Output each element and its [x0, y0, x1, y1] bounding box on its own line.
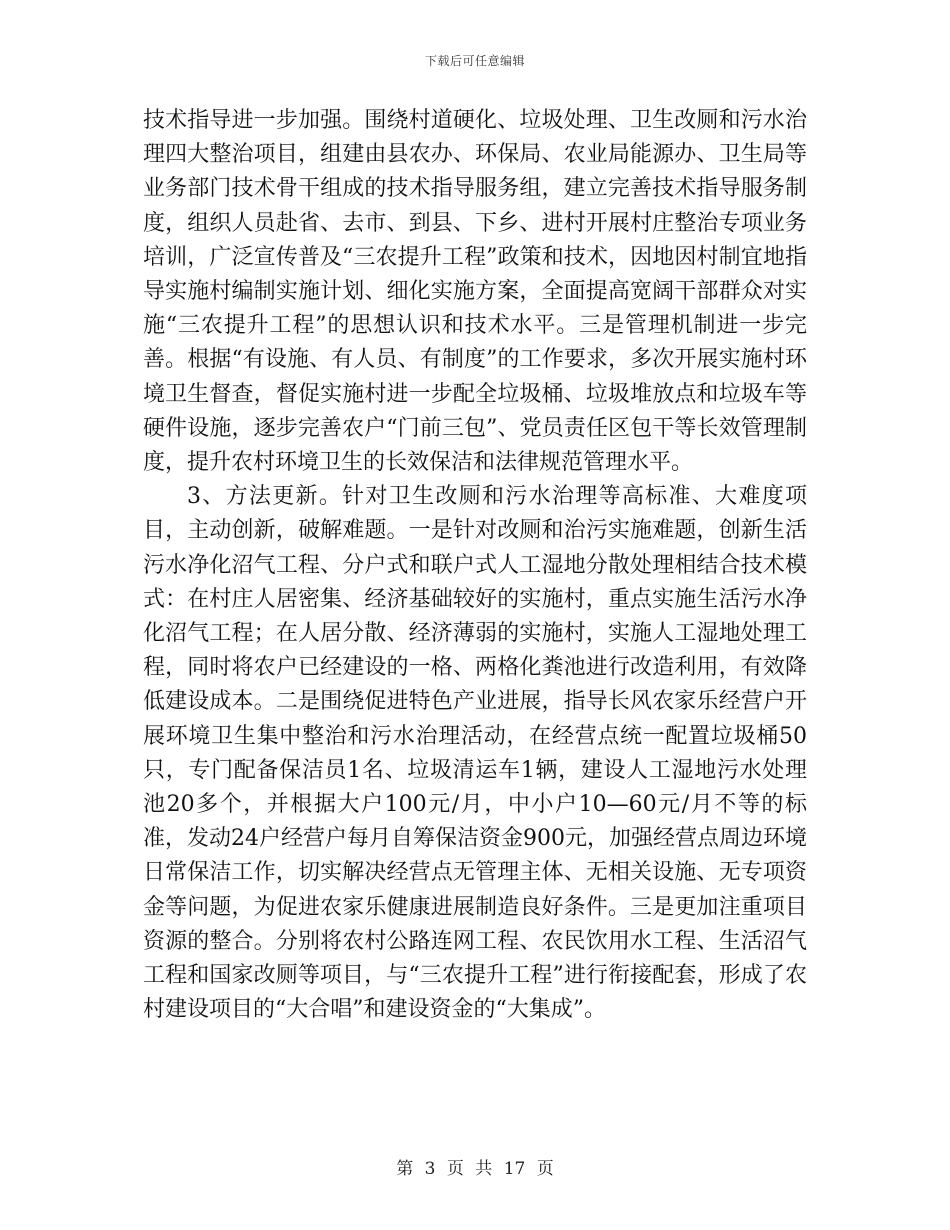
- document-body: [143, 104, 807, 1027]
- body-paragraph: 技术指导进一步加强。围绕村道硬化、垃圾处理、卫生改厕和污水治理四大整治项目，组建由县农办、环保局、农业局能源办、卫生局等业务部门技术骨干组成的技术指导服务组，建立完善技术指导服务制度，组织人员赴省、去市、到县、下乡、进村开展村庄整治专项业务培训，广泛宣传普及“三农提升工程”政策和技术，因地因村制宜地指导实施村编制实施计划、细化实施方案，全面提高宽阔干部群众对实施“三农提升工程”的思想认识和技术水平。三是管理机制进一步完善。根据“有设施、有人员、有制度”的工作要求，多次开展实施村环境卫生督查，督促实施村进一步配全垃圾桶、垃圾堆放点和垃圾车等硬件设施，逐步完善农户“门前三包”、党员责任区包干等长效管理制度，提升农村环境卫生的长效保洁和法律规范管理水平。: [143, 108, 807, 476]
- body-paragraph: 3、方法更新。针对卫生改厕和污水治理等高标准、大难度项目，主动创新，破解难题。一是针对改厕和治污实施难题，创新生活污水净化沼气工程、分户式和联户式人工湿地分散处理相结合技术模式：在村庄人居密集、经济基础较好的实施村，重点实施生活污水净化沼气工程；在人居分散、经济薄弱的实施村，实施人工湿地处理工程，同时将农户已经建设的一格、两格化粪池进行改造利用，有效降低建设成本。二是围绕促进特色产业进展，指导长风农家乐经营户开展环境卫生集中整治和污水治理活动，在经营点统一配置垃圾桶50只，专门配备保洁员1名、垃圾清运车1辆，建设人工湿地污水处理池20多个，并根据大户100元/月，中小户10—60元/月不等的标准，发动24户经营户每月自筹保洁资金900元，加强经营点周边环境日常保洁工作，切实解决经营点无管理主体、无相关设施、无专项资金等问题，为促进农家乐健康进展制造良好条件。三是更加注重项目资源的整合。分别将农村公路连网工程、农民饮用水工程、生活沼气工程和国家改厕等项目，与“三农提升工程”进行衔接配套，形成了农村建设项目的“大合唱”和建设资金的“大集成”。: [143, 484, 807, 1023]
- page-header: 下载后可任意编辑: [424, 54, 525, 68]
- page-number: 第 3 页 共 17 页: [396, 1159, 554, 1179]
